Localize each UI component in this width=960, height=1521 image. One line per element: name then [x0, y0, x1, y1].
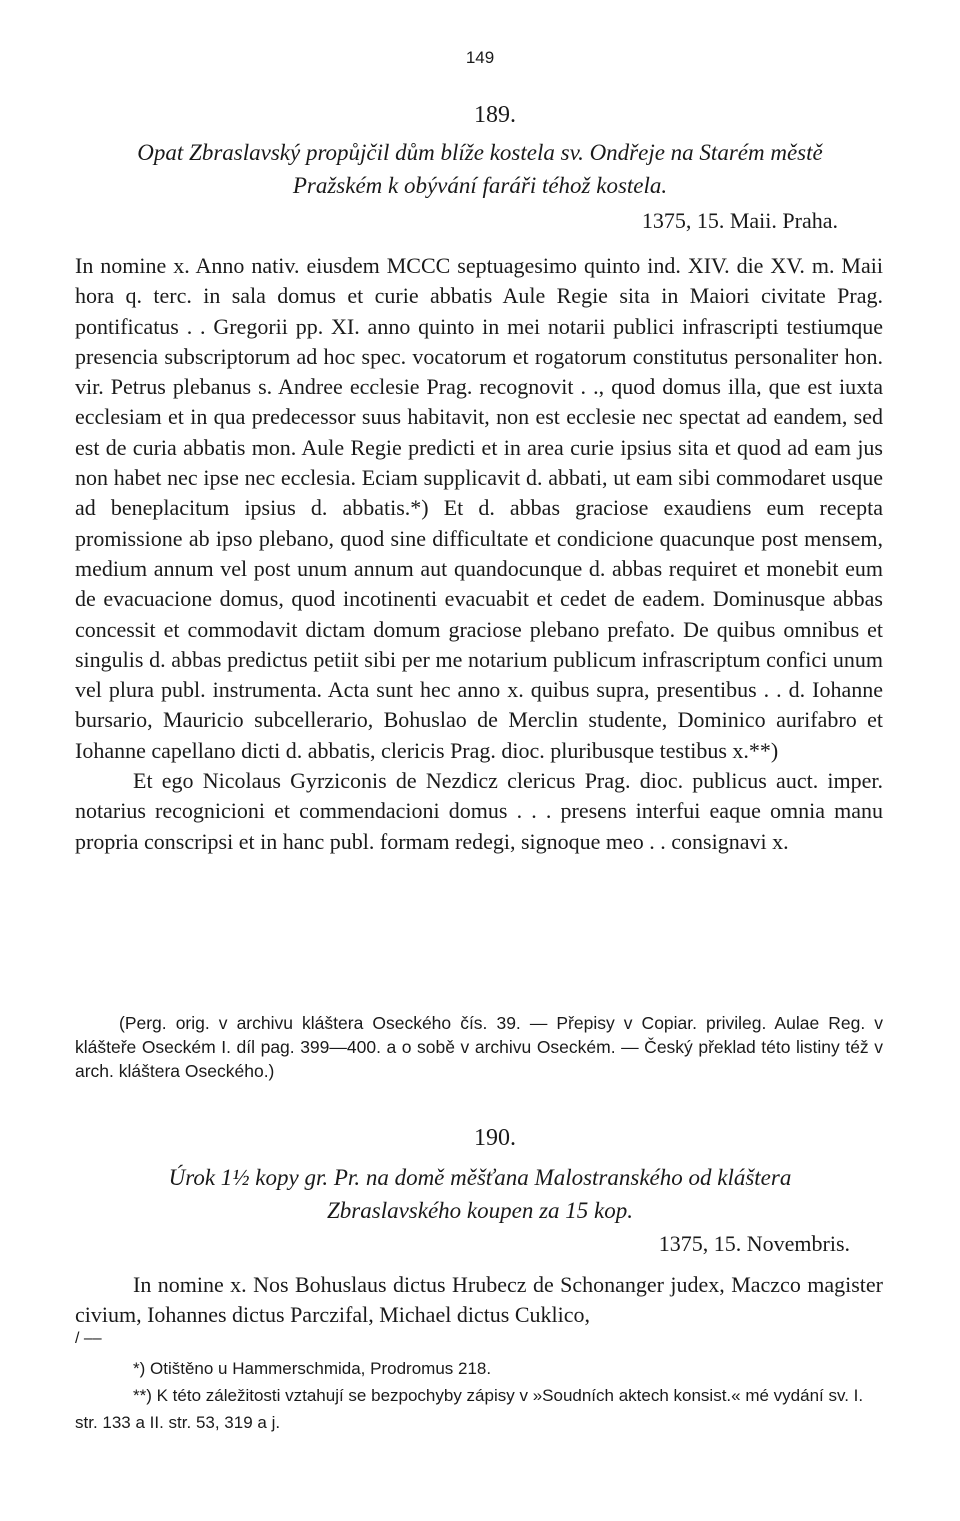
- footnote: **) K této záležitosti vztahují se bezpochyby zápisy v »Soudních aktech konsist.« mé vydání sv. I. str. 133 a II. str. 53, 319 a j.: [75, 1386, 864, 1432]
- document-title-line-1: Opat Zbraslavský propůjčil dům blíže kostela sv. Ondřeje na Starém městě: [137, 140, 823, 165]
- document-189-header: [0, 100, 960, 236]
- footnote: *) Otištěno u Hammerschmida, Prodromus 218.: [133, 1359, 492, 1378]
- document-date: 1375, 15. Novembris.: [658, 1231, 850, 1256]
- document-189-body: [75, 251, 883, 857]
- document-paragraph: Et ego Nicolaus Gyrziconis de Nezdicz clericus Prag. dioc. publicus auct. imper. notarius recognicioni et commendacioni domus . . . presens interfui eaque omnia manu propria conscripsi et in hanc publ. formam redegi, signoque meo . . consignavi x.: [75, 768, 883, 854]
- page-number: 149: [465, 48, 495, 67]
- document-number: 190.: [474, 1125, 516, 1151]
- document-number: 189.: [474, 102, 516, 128]
- document-190-body: [75, 1270, 883, 1331]
- document-title-line-2: Pražském k obývání faráři téhož kostela.: [292, 173, 668, 198]
- source-note: (Perg. orig. v archivu kláštera Oseckého čís. 39. — Přepisy v Copiar. privileg. Aulae Reg. v klášteře Oseckém I. díl pag. 399—400. a o sobě v archivu Oseckém. — Český překlad této listiny též v arch. kláštera Oseckého.): [75, 1013, 883, 1081]
- document-paragraph: In nomine x. Nos Bohuslaus dictus Hrubecz de Schonanger judex, Maczco magister civium, Iohannes dictus Parczifal, Michael dictus Cuklico,: [75, 1272, 883, 1328]
- footnotes: [75, 1355, 883, 1436]
- document-title-line-2: Zbraslavského koupen za 15 kop.: [327, 1198, 633, 1223]
- document-title-line-1: Úrok 1½ kopy gr. Pr. na domě měšťana Malostranského od kláštera: [168, 1165, 792, 1190]
- document-paragraph: In nomine x. Anno nativ. eiusdem MCCC septuagesimo quinto ind. XIV. die XV. m. Maii hora q. terc. in sala domus et curie abbatis Aule Regie sita in Maiori civitate Prag. pontificatus . . Gregorii pp. XI. anno quinto in mei notarii publici infrascripti testiumque presencia subscriptorum ad hoc spec. vocatorum et rogatorum constitutus personaliter hon. vir. Petrus plebanus s. Andree ecclesie Prag. recognovit . ., quod domus illa, que est iuxta ecclesiam et in qua predecessor suus habitavit, non est ecclesie nec spectat ad eandem, sed est de curia abbatis mon. Aule Regie predicti et in area curie ipsius sita et quod ad eam jus non habet nec ipse nec ecclesia. Eciam supplicavit d. abbati, ut eam sibi commodaret usque ad beneplacitum ipsius d. abbatis.*) Et d. abbas graciose exaudiens eum recepta promissione ab ipso plebano, quod sine difficultate et condicione quacunque post mensem, medium annum vel post unum annum aut quandocunque d. abbas requiret et monebit eum de evacuacione domus, quod incotinenti evacuabit et cedet de eadem. Dominusque abbas concessit et commodavit dictam domum graciose plebano prefato. De quibus omnibus et singulis d. abbas predictus petiit sibi per me notarium publicum infrascriptum confici unum vel plura publ. instrumenta. Acta sunt hec anno x. quibus supra, presentibus . . d. Iohanne bursario, Mauricio subcellerario, Bohuslao de Merclin studente, Dominico aurifabro et Iohanne capellano dicti d. abbatis, clericis Prag. dioc. pluribusque testibus x.**): [75, 253, 883, 763]
- document-date: 1375, 15. Maii. Praha.: [641, 208, 838, 233]
- document-190-header: [0, 1123, 960, 1259]
- continuation-mark: / ‒‒: [75, 1330, 102, 1347]
